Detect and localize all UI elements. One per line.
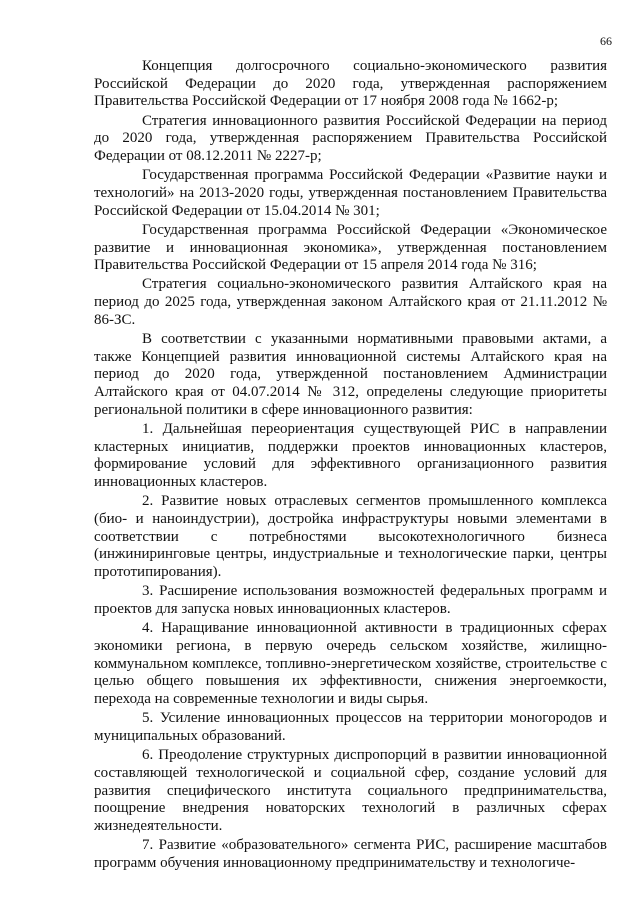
paragraph-concept-2020: Концепция долгосрочного социально-экономического развития Российской Федерации до 2020 года, утвержденная распоряжением Правительства Российской Федерации от 17 ноября 2008 года № 1662-р; xyxy=(94,58,607,110)
paragraph-priorities-intro: В соответствии с указанными нормативными правовыми актами, а также Концепцией развития инновационной системы Алтайского края на период до 2020 года, утвержденной постановлением Администрации Алтайского края от 04.07.2014 № 312, определены следующие приоритеты региональной политики в сфере инновационного развития: xyxy=(94,331,607,418)
paragraph-economy-program: Государственная программа Российской Федерации «Экономическое развитие и инновационная экономика», утвержденная постановлением Правительства Российской Федерации от 15 апреля 2014 года № 316; xyxy=(94,221,607,274)
priority-item-6: 6. Преодоление структурных диспропорций в развитии инновационной составляющей технологической и социальной сфер, создание условий для развития специфического института социального предпринимательства, поощрение внедрения новаторских технологий в различных сферах жизнедеятельности. xyxy=(94,747,607,835)
paragraph-science-program: Государственная программа Российской Федерации «Развитие науки и технологий» на 2013-2020 годы, утвержденная постановлением Правительства Российской Федерации от 15.04.2014 № 301; xyxy=(94,167,607,219)
page-number: 66 xyxy=(600,34,612,48)
paragraph-altai-strategy: Стратегия социально-экономического развития Алтайского края на период до 2025 года, утвержденная законом Алтайского края от 21.11.2012 № 86-ЗС. xyxy=(94,276,607,328)
priority-item-5: 5. Усиление инновационных процессов на территории моногородов и муниципальных образований. xyxy=(94,710,607,745)
priority-item-7: 7. Развитие «образовательного» сегмента РИС, расширение масштабов программ обучения инновационному предпринимательству и технологиче- xyxy=(94,837,607,871)
priority-item-3: 3. Расширение использования возможностей федеральных программ и проектов для запуска новых инновационных кластеров. xyxy=(94,583,607,618)
paragraph-innovation-strategy: Стратегия инновационного развития Российской Федерации на период до 2020 года, утвержденная распоряжением Правительства Российской Федерации от 08.12.2011 № 2227-р; xyxy=(94,112,607,165)
document-body xyxy=(94,58,607,874)
priority-item-2: 2. Развитие новых отраслевых сегментов промышленного комплекса (био- и наноиндустрии), достройка инфраструктуры новыми элементами в соответствии с потребностями высокотехнологичного бизнеса (инжиниринговые центры, индустриальные и технологические парки, центры прототипирования). xyxy=(94,493,607,581)
priority-item-4: 4. Наращивание инновационной активности в традиционных сферах экономики региона, в первую очередь сельском хозяйстве, жилищно-коммунальном комплексе, топливно-энергетическом хозяйстве, строительстве с целью общего повышения их эффективности, снижения энергоемкости, перехода на современные технологии и виды сырья. xyxy=(94,620,607,708)
priority-item-1: 1. Дальнейшая переориентация существующей РИС в направлении кластерных инициатив, поддержки проектов инновационных кластеров, формирование условий для эффективного организационного развития инновационных кластеров. xyxy=(94,421,607,491)
